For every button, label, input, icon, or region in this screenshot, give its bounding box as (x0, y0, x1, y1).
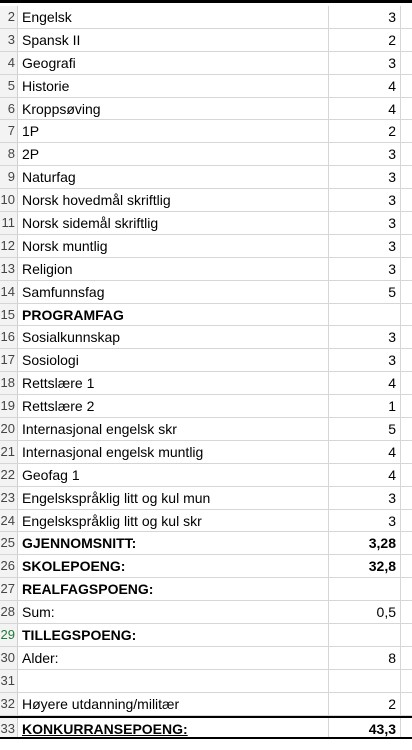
table-row[interactable] (0, 395, 412, 418)
row-number[interactable]: 13 (0, 258, 18, 280)
row-number[interactable]: 21 (0, 441, 18, 463)
row-number[interactable]: 24 (0, 510, 18, 532)
cell-empty[interactable] (400, 624, 412, 646)
cell-empty[interactable] (400, 487, 412, 509)
cell-empty[interactable] (400, 326, 412, 348)
table-row[interactable] (0, 464, 412, 487)
cell-subject[interactable]: Norsk sidemål skriftlig (22, 215, 159, 232)
table-row[interactable] (0, 418, 412, 441)
cell-empty[interactable] (400, 532, 412, 554)
row-number[interactable]: 11 (0, 212, 18, 234)
cell-subject[interactable]: Alder: (22, 649, 59, 666)
row-number[interactable]: 33 (0, 718, 18, 737)
cell-subject[interactable]: Geofag 1 (22, 466, 80, 483)
table-row[interactable] (0, 235, 412, 258)
cell-value[interactable]: 1 (328, 395, 400, 417)
cell-subject[interactable]: Rettslære 2 (22, 398, 95, 415)
table-row[interactable] (0, 304, 412, 327)
row-number[interactable]: 9 (0, 166, 18, 188)
cell-subject[interactable]: KONKURRANSEPOENG: (22, 720, 188, 737)
cell-empty[interactable] (400, 349, 412, 371)
table-row[interactable] (0, 75, 412, 98)
row-number[interactable]: 6 (0, 98, 18, 120)
row-number[interactable]: 12 (0, 235, 18, 257)
row-number[interactable]: 17 (0, 349, 18, 371)
cell-value[interactable]: 3 (328, 235, 400, 257)
cell-subject[interactable]: Historie (22, 77, 70, 94)
cell-empty[interactable] (400, 578, 412, 600)
cell-value[interactable]: 3 (328, 212, 400, 234)
table-row[interactable] (0, 441, 412, 464)
table-row[interactable] (0, 120, 412, 143)
cell-empty[interactable] (400, 143, 412, 165)
cell-subject[interactable]: Samfunnsfag (22, 283, 105, 300)
cell-empty[interactable] (400, 304, 412, 326)
cell-empty[interactable] (400, 372, 412, 394)
row-number[interactable]: 7 (0, 120, 18, 142)
table-row[interactable] (0, 555, 412, 578)
table-row[interactable] (0, 578, 412, 601)
table-row[interactable] (0, 98, 412, 121)
row-number[interactable]: 29 (0, 624, 18, 646)
cell-subject[interactable]: Spansk II (22, 31, 81, 48)
cell-value[interactable]: 2 (328, 29, 400, 51)
cell-subject[interactable]: REALFAGSPOENG: (22, 581, 154, 598)
cell-subject[interactable]: Norsk muntlig (22, 237, 108, 254)
table-row[interactable] (0, 624, 412, 647)
cell-empty[interactable] (400, 441, 412, 463)
table-row[interactable] (0, 693, 412, 716)
cell-value[interactable]: 0,5 (328, 601, 400, 623)
cell-empty[interactable] (400, 281, 412, 303)
cell-subject[interactable] (22, 670, 324, 692)
table-row[interactable] (0, 189, 412, 212)
row-number[interactable]: 22 (0, 464, 18, 486)
cell-value[interactable]: 32,8 (328, 555, 400, 577)
cell-subject[interactable]: Internasjonal engelsk muntlig (22, 443, 204, 460)
cell-value[interactable] (328, 670, 400, 692)
cell-empty[interactable] (400, 6, 412, 28)
table-row[interactable] (0, 326, 412, 349)
table-row[interactable] (0, 6, 412, 29)
cell-empty[interactable] (400, 189, 412, 211)
row-number[interactable]: 27 (0, 578, 18, 600)
cell-subject[interactable]: Rettslære 1 (22, 375, 95, 392)
table-row[interactable] (0, 716, 412, 739)
row-number[interactable]: 10 (0, 189, 18, 211)
row-number[interactable]: 14 (0, 281, 18, 303)
cell-subject[interactable]: Sosialkunnskap (22, 329, 121, 346)
table-row[interactable] (0, 212, 412, 235)
table-row[interactable] (0, 143, 412, 166)
row-number[interactable]: 28 (0, 601, 18, 623)
cell-subject[interactable]: Engelskspråklig litt og kul mun (22, 489, 211, 506)
cell-subject[interactable]: Geografi (22, 54, 76, 71)
row-number[interactable]: 23 (0, 487, 18, 509)
cell-subject[interactable]: Høyere utdanning/militær (22, 695, 180, 712)
cell-empty[interactable] (400, 212, 412, 234)
table-row[interactable] (0, 487, 412, 510)
table-row[interactable] (0, 372, 412, 395)
cell-empty[interactable] (400, 258, 412, 280)
row-number[interactable]: 19 (0, 395, 18, 417)
cell-subject[interactable]: 2P (22, 146, 40, 163)
table-row[interactable] (0, 647, 412, 670)
cell-value[interactable]: 3 (328, 52, 400, 74)
cell-empty[interactable] (400, 647, 412, 669)
cell-value[interactable]: 2 (328, 693, 400, 715)
cell-subject[interactable]: SKOLEPOENG: (22, 558, 126, 575)
cell-empty[interactable] (400, 718, 412, 737)
cell-value[interactable]: 4 (328, 372, 400, 394)
cell-value[interactable] (328, 624, 400, 646)
table-row[interactable] (0, 349, 412, 372)
cell-value[interactable]: 4 (328, 441, 400, 463)
row-number[interactable]: 2 (0, 6, 18, 28)
row-number[interactable]: 26 (0, 555, 18, 577)
cell-empty[interactable] (400, 555, 412, 577)
row-number[interactable]: 5 (0, 75, 18, 97)
row-number[interactable]: 18 (0, 372, 18, 394)
cell-subject[interactable]: Sosiologi (22, 352, 79, 369)
cell-subject[interactable]: Engelsk (22, 9, 72, 25)
grade-rows (0, 6, 412, 739)
row-number[interactable]: 20 (0, 418, 18, 440)
cell-value[interactable]: 5 (328, 418, 400, 440)
cell-empty[interactable] (400, 464, 412, 486)
cell-value[interactable]: 3 (328, 143, 400, 165)
row-number[interactable]: 32 (0, 693, 18, 715)
cell-subject[interactable]: Kroppsøving (22, 100, 101, 117)
cell-empty[interactable] (400, 235, 412, 257)
row-number[interactable]: 3 (0, 29, 18, 51)
cell-value[interactable]: 2 (328, 120, 400, 142)
cell-empty[interactable] (400, 601, 412, 623)
cell-empty[interactable] (400, 166, 412, 188)
cell-value[interactable]: 3,28 (328, 532, 400, 554)
row-number[interactable]: 4 (0, 52, 18, 74)
table-row[interactable] (0, 281, 412, 304)
cell-value[interactable]: 3 (328, 189, 400, 211)
cell-subject[interactable]: Sum: (22, 604, 55, 621)
cell-value[interactable]: 4 (328, 75, 400, 97)
cell-subject[interactable]: Engelskspråklig litt og kul skr (22, 512, 202, 529)
cell-subject[interactable]: Religion (22, 260, 73, 277)
table-row[interactable] (0, 166, 412, 189)
cell-value[interactable]: 5 (328, 281, 400, 303)
table-row[interactable] (0, 29, 412, 52)
cell-value[interactable] (328, 578, 400, 600)
cell-empty[interactable] (400, 510, 412, 532)
cell-value[interactable]: 4 (328, 98, 400, 120)
cell-empty[interactable] (400, 52, 412, 74)
table-row[interactable] (0, 258, 412, 281)
table-row[interactable] (0, 52, 412, 75)
row-number[interactable]: 16 (0, 326, 18, 348)
cell-value[interactable]: 8 (328, 647, 400, 669)
cell-value[interactable]: 43,3 (328, 718, 400, 737)
cell-subject[interactable]: Norsk hovedmål skriftlig (22, 192, 171, 209)
row-number[interactable]: 15 (0, 304, 18, 326)
cell-subject[interactable]: Naturfag (22, 169, 76, 186)
table-row[interactable] (0, 532, 412, 555)
cell-subject[interactable]: PROGRAMFAG (22, 306, 124, 323)
cell-value[interactable]: 3 (328, 326, 400, 348)
cell-value[interactable]: 4 (328, 464, 400, 486)
cell-empty[interactable] (400, 120, 412, 142)
cell-subject[interactable]: 1P (22, 123, 40, 140)
row-number[interactable]: 8 (0, 143, 18, 165)
cell-empty[interactable] (400, 395, 412, 417)
cell-empty[interactable] (400, 75, 412, 97)
cell-value[interactable] (328, 304, 400, 326)
top-border (0, 0, 412, 3)
table-row[interactable] (0, 601, 412, 624)
table-row[interactable] (0, 670, 412, 693)
cell-subject[interactable]: TILLEGSPOENG: (22, 627, 137, 644)
cell-subject[interactable]: Internasjonal engelsk skr (22, 421, 177, 438)
cell-empty[interactable] (400, 670, 412, 692)
cell-value[interactable]: 3 (328, 510, 400, 532)
row-number[interactable]: 30 (0, 647, 18, 669)
cell-value[interactable]: 3 (328, 166, 400, 188)
cell-value[interactable]: 3 (328, 6, 400, 28)
cell-subject[interactable]: GJENNOMSNITT: (22, 535, 137, 552)
cell-empty[interactable] (400, 693, 412, 715)
cell-empty[interactable] (400, 418, 412, 440)
row-number[interactable]: 25 (0, 532, 18, 554)
cell-empty[interactable] (400, 98, 412, 120)
table-row[interactable] (0, 510, 412, 533)
cell-empty[interactable] (400, 29, 412, 51)
cell-value[interactable]: 3 (328, 258, 400, 280)
cell-value[interactable]: 3 (328, 349, 400, 371)
cell-value[interactable]: 3 (328, 487, 400, 509)
row-number[interactable]: 31 (0, 670, 18, 692)
